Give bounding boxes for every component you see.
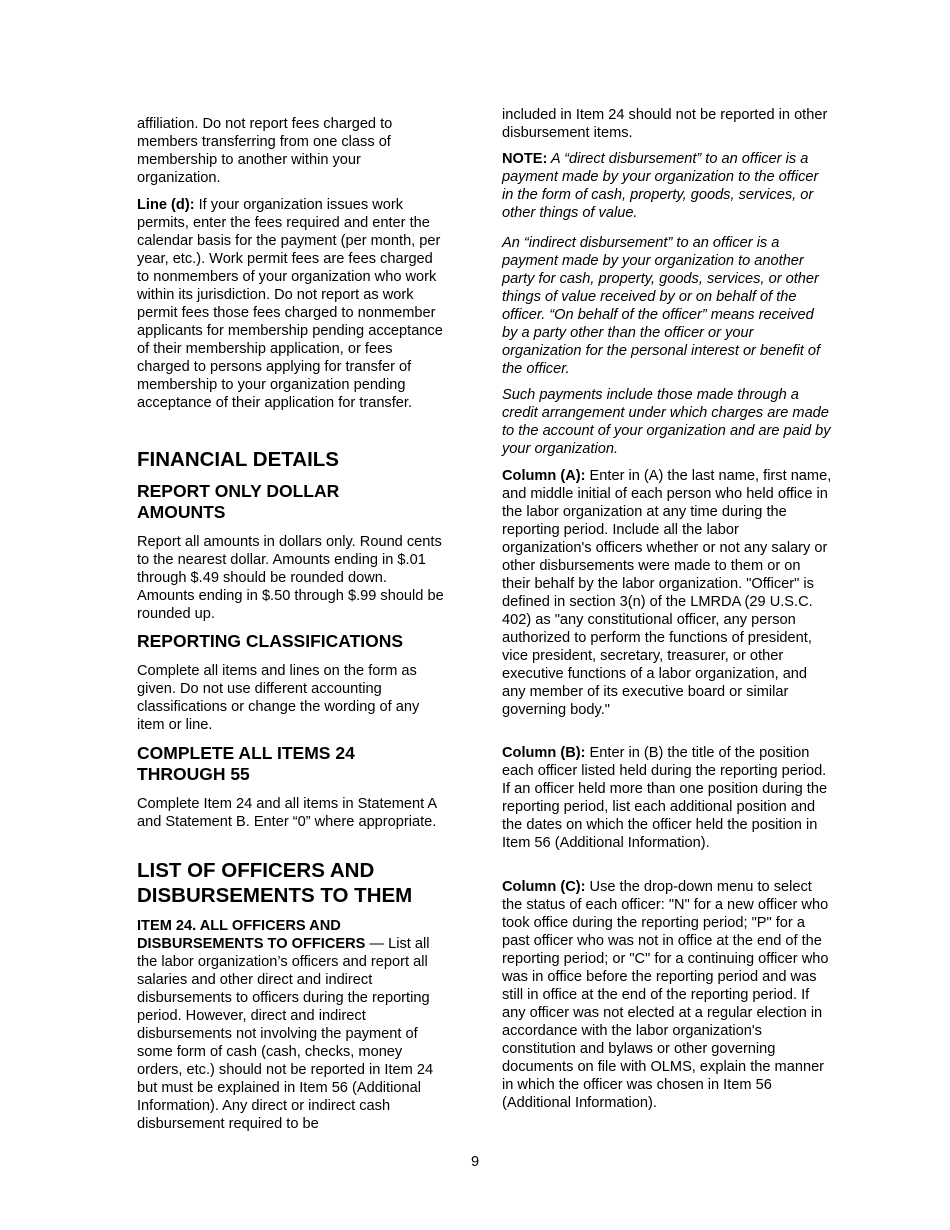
paragraph-column-c xyxy=(502,878,832,1112)
heading-complete-all-items: COMPLETE ALL ITEMS 24 THROUGH 55 xyxy=(137,743,355,784)
note-text: A “direct disbursement” to an officer is a payment made by your organization to the officer in the form of cash, property, goods, services, or other things of value. xyxy=(502,151,819,221)
paragraph-included: included in Item 24 should not be reported in other disbursement items. xyxy=(502,107,828,141)
paragraph-column-a xyxy=(502,467,832,719)
line-d-text: If your organization issues work permits, enter the fees required and enter the calendar basis for the payment (per month, per year, etc.). Work permit fees are fees charged to nonmembers of your organization who work within its jurisdiction. Do not report as work permit fees those fees charged to nonmember applicants for membership pending acceptance of their membership application, or fees charged to persons applying for transfer of membership to your organization pending acceptance of their application for transfer. xyxy=(137,197,443,411)
heading-list-of-officers: LIST OF OFFICERS AND DISBURSEMENTS TO THEM xyxy=(137,859,413,907)
paragraph-complete-all-items: Complete Item 24 and all items in Statement A and Statement B. Enter “0” where appropriate. xyxy=(137,796,437,830)
column-a-label: Column (A): xyxy=(502,468,586,484)
line-d-label: Line (d): xyxy=(137,197,195,213)
paragraph-indirect-disbursement: An “indirect disbursement” to an officer is a payment made by your organization to another party for cash, property, goods, services, or other things of value received by or on behalf of the officer. “On behalf of the officer” means received by a party other than the officer or your organization for the personal interest or benefit of the officer. xyxy=(502,235,821,377)
paragraph-line-d xyxy=(137,196,447,412)
column-c-label: Column (C): xyxy=(502,879,586,895)
paragraph-note xyxy=(502,150,832,222)
column-a-text: Enter in (A) the last name, first name, and middle initial of each person who held office in the labor organization at any time during the reporting period. Include all the labor organization's officers whether or not any salary or other disbursements were made to them or on their behalf by the labor organization. "Officer" is defined in section 3(n) of the LMRDA (29 U.S.C. 402) as "any constitutional officer, any person authorized to perform the functions of president, vice president, secretary, treasurer, or other executive functions of a labor organization, and any member of its executive board or similar governing body." xyxy=(502,468,832,718)
item-24-label: ITEM 24. ALL OFFICERS AND DISBURSEMENTS TO OFFICERS xyxy=(137,918,366,952)
heading-report-only-dollar-amounts: REPORT ONLY DOLLAR AMOUNTS xyxy=(137,481,340,522)
column-c-text: Use the drop-down menu to select the status of each officer: "N" for a new officer who took office during the reporting period; "P" for a past officer who was not in office at the end of the reporting period; or "C" for a continuing officer who was in office before the reporting period and was still in office at the end of the reporting period. If any officer was not elected at a regular election in accordance with the labor organization's constitution and bylaws or other governing documents on file with OLMS, explain the manner in which the officer was chosen in Item 56 (Additional Information). xyxy=(502,879,829,1111)
heading-financial-details: FINANCIAL DETAILS xyxy=(137,448,339,471)
paragraph-column-b xyxy=(502,744,832,852)
page-number: 9 xyxy=(470,1154,480,1170)
note-label: NOTE: xyxy=(502,151,548,167)
heading-reporting-classifications: REPORTING CLASSIFICATIONS xyxy=(137,631,404,651)
column-b-label: Column (B): xyxy=(502,745,586,761)
paragraph-reporting-classifications: Complete all items and lines on the form as given. Do not use different accounting classifications or change the wording of any item or line. xyxy=(137,663,420,733)
item-24-text: — List all the labor organization’s officers and report all salaries and other direct and indirect disbursements to officers during the reporting period. However, direct and indirect disbursements not involving the payment of some form of cash (cash, checks, money orders, etc.) should not be reported in Item 24 but must be explained in Item 56 (Additional Information). Any direct or indirect cash disbursement required to be xyxy=(137,936,434,1132)
paragraph-dollar-amounts: Report all amounts in dollars only. Round cents to the nearest dollar. Amounts ending in $.01 through $.49 should be rounded down. Amounts ending in $.50 through $.99 should be rounded up. xyxy=(137,534,444,622)
paragraph-affiliation: affiliation. Do not report fees charged to members transferring from one class of membership to another within your organization. xyxy=(137,116,393,186)
column-b-text: Enter in (B) the title of the position each officer listed held during the reporting period. If an officer held more than one position during the reporting period, list each additional position and the dates on which the officer held the position in Item 56 (Additional Information). xyxy=(502,745,828,851)
paragraph-such-payments: Such payments include those made through a credit arrangement under which charges are made to the account of your organization and are paid by your organization. xyxy=(502,387,831,457)
paragraph-item-24 xyxy=(137,917,447,1133)
